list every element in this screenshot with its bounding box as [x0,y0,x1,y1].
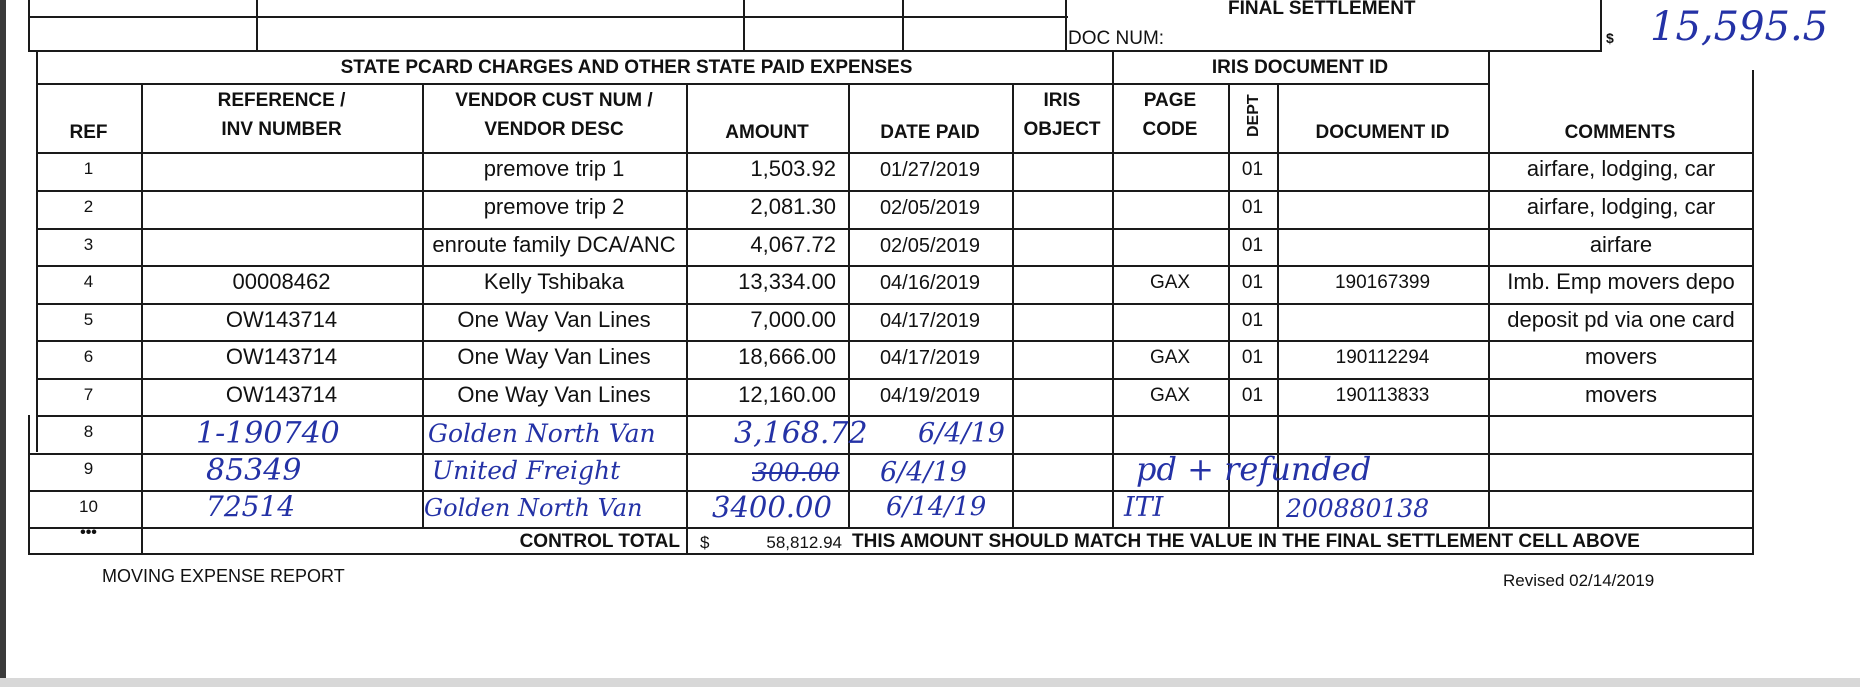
rule [28,50,1602,52]
row-4-ref: 4 [83,272,94,291]
rule [36,303,1754,305]
row-4-amount: 13,334.00 [738,269,836,294]
col-reference-header-1: REFERENCE / [217,90,346,111]
row-1-ref: 1 [83,159,94,178]
row-6-page-code: GAX [1149,347,1191,368]
row-6-amount: 18,666.00 [738,344,836,369]
row-6-ref: 6 [83,347,94,366]
row-4-comments: Imb. Emp movers depo [1507,269,1735,294]
col-date-header: DATE PAID [880,122,980,143]
row-3-dept: 01 [1241,235,1264,256]
row-3-ref: 3 [83,235,94,254]
row-8-date: 6/4/19 [918,418,1005,449]
row-9-note: pd + refunded [1136,450,1372,488]
row-2-ref: 2 [83,197,94,216]
rule [28,553,1754,555]
form-title: MOVING EXPENSE REPORT [102,566,345,586]
rule [28,415,30,553]
rule [902,0,904,50]
rule [36,378,1754,380]
row-7-document-id: 190113833 [1335,385,1430,406]
col-vendor-header-2: VENDOR DESC [484,119,624,140]
row-4-page-code: GAX [1149,272,1191,293]
rule [36,265,1754,267]
rule [36,83,1488,85]
row-7-date: 04/19/2019 [879,385,981,407]
col-iris-header-2: OBJECT [1023,119,1101,140]
col-ref-header: REF [69,122,108,143]
row-7-page-code: GAX [1149,385,1191,406]
rule [422,83,424,527]
row-2-dept: 01 [1241,197,1264,218]
scan-edge-bottom [0,678,1860,687]
row-8-ref: 8 [83,422,94,441]
row-6-document-id: 190112294 [1335,347,1430,368]
row-7-amount: 12,160.00 [738,382,836,407]
row-10-vendor: Golden North Van [424,494,643,522]
rule [36,340,1754,342]
row-9-date: 6/4/19 [880,457,967,488]
row-3-date: 02/05/2019 [879,235,981,257]
row-6-comments: movers [1584,344,1658,369]
rule [848,83,850,527]
rule [36,190,1754,192]
row-1-vendor: premove trip 1 [483,156,625,181]
row-3-amount: 4,067.72 [750,232,836,257]
row-5-comments: deposit pd via one card [1507,307,1735,332]
control-total-value: 58,812.94 [766,533,842,552]
row-1-comments: airfare, lodging, car [1526,156,1716,181]
row-7-reference: OW143714 [225,382,338,407]
final-settlement-label: FINAL SETTLEMENT [1228,0,1416,19]
pcard-section-header: STATE PCARD CHARGES AND OTHER STATE PAID EXPENSES [340,57,913,78]
control-total-note: THIS AMOUNT SHOULD MATCH THE VALUE IN THE FINAL SETTLEMENT CELL ABOVE [852,531,1640,552]
col-iris-header-1: IRIS [1043,90,1081,111]
revision-date: Revised 02/14/2019 [1503,571,1655,590]
row-2-vendor: premove trip 2 [483,194,625,219]
row-10-ref: 10 [79,497,98,516]
row-9-vendor: United Freight [432,456,621,485]
row-3-comments: airfare [1589,232,1653,257]
row-10-page-code: ITI [1124,492,1164,523]
col-amount-header: AMOUNT [725,122,809,143]
col-docid-header: DOCUMENT ID [1315,122,1450,143]
row-5-amount: 7,000.00 [750,307,836,332]
doc-num-label: DOC NUM: [1068,28,1165,49]
row-8-amount: 3,168.72 [734,416,868,451]
row-7-ref: 7 [83,385,94,404]
rule [28,16,1068,18]
row-6-vendor: One Way Van Lines [457,344,651,369]
row-5-ref: 5 [83,310,94,329]
col-dept-header: DEPT [1245,94,1262,137]
row-5-reference: OW143714 [225,307,338,332]
col-vendor-header-1: VENDOR CUST NUM / [455,90,653,111]
more-rows-ellipsis: ••• [80,524,97,541]
row-6-reference: OW143714 [225,344,338,369]
scan-edge [0,0,6,687]
row-5-vendor: One Way Van Lines [457,307,651,332]
row-8-reference: 1-190740 [196,416,340,451]
final-settlement-currency: $ [1606,30,1614,46]
row-10-amount: 3400.00 [712,490,832,524]
row-5-dept: 01 [1241,310,1264,331]
row-2-date: 02/05/2019 [879,197,981,219]
row-1-date: 01/27/2019 [879,159,981,181]
rule [256,0,258,50]
row-4-document-id: 190167399 [1334,272,1431,293]
control-total-currency: $ [700,533,710,552]
rule [36,228,1754,230]
iris-doc-section-header: IRIS DOCUMENT ID [1211,57,1389,78]
row-5-date: 04/17/2019 [879,310,981,332]
row-10-document-id: 200880138 [1286,494,1430,523]
row-1-dept: 01 [1241,159,1264,180]
rule [1600,0,1602,50]
row-6-date: 04/17/2019 [879,347,981,369]
row-9-reference: 85349 [206,453,302,488]
rule [1065,0,1067,50]
col-page-header-1: PAGE [1143,90,1197,111]
rule [36,152,1754,154]
row-10-reference: 72514 [206,490,296,523]
row-9-ref: 9 [83,459,94,478]
row-6-dept: 01 [1241,347,1264,368]
row-4-vendor: Kelly Tshibaka [483,269,625,294]
row-7-vendor: One Way Van Lines [457,382,651,407]
col-page-header-2: CODE [1142,119,1198,140]
rule [743,0,745,50]
col-reference-header-2: INV NUMBER [221,119,342,140]
row-7-dept: 01 [1241,385,1264,406]
row-8-vendor: Golden North Van [428,419,656,448]
row-4-reference: 00008462 [232,269,331,294]
row-2-amount: 2,081.30 [750,194,836,219]
row-1-amount: 1,503.92 [750,156,836,181]
row-7-comments: movers [1584,382,1658,407]
control-total-label: CONTROL TOTAL [519,531,680,552]
rule [28,527,1754,529]
row-4-dept: 01 [1241,272,1264,293]
rule [28,0,30,50]
col-comments-header: COMMENTS [1564,122,1676,143]
final-settlement-value: 15,595.5 [1650,4,1829,50]
row-9-amount: 300.00 [752,458,840,487]
row-3-vendor: enroute family DCA/ANC [432,232,676,257]
row-2-comments: airfare, lodging, car [1526,194,1716,219]
rule [1752,70,1754,553]
row-4-date: 04/16/2019 [879,272,981,294]
row-10-date: 6/14/19 [886,492,987,522]
rule [1012,83,1014,527]
